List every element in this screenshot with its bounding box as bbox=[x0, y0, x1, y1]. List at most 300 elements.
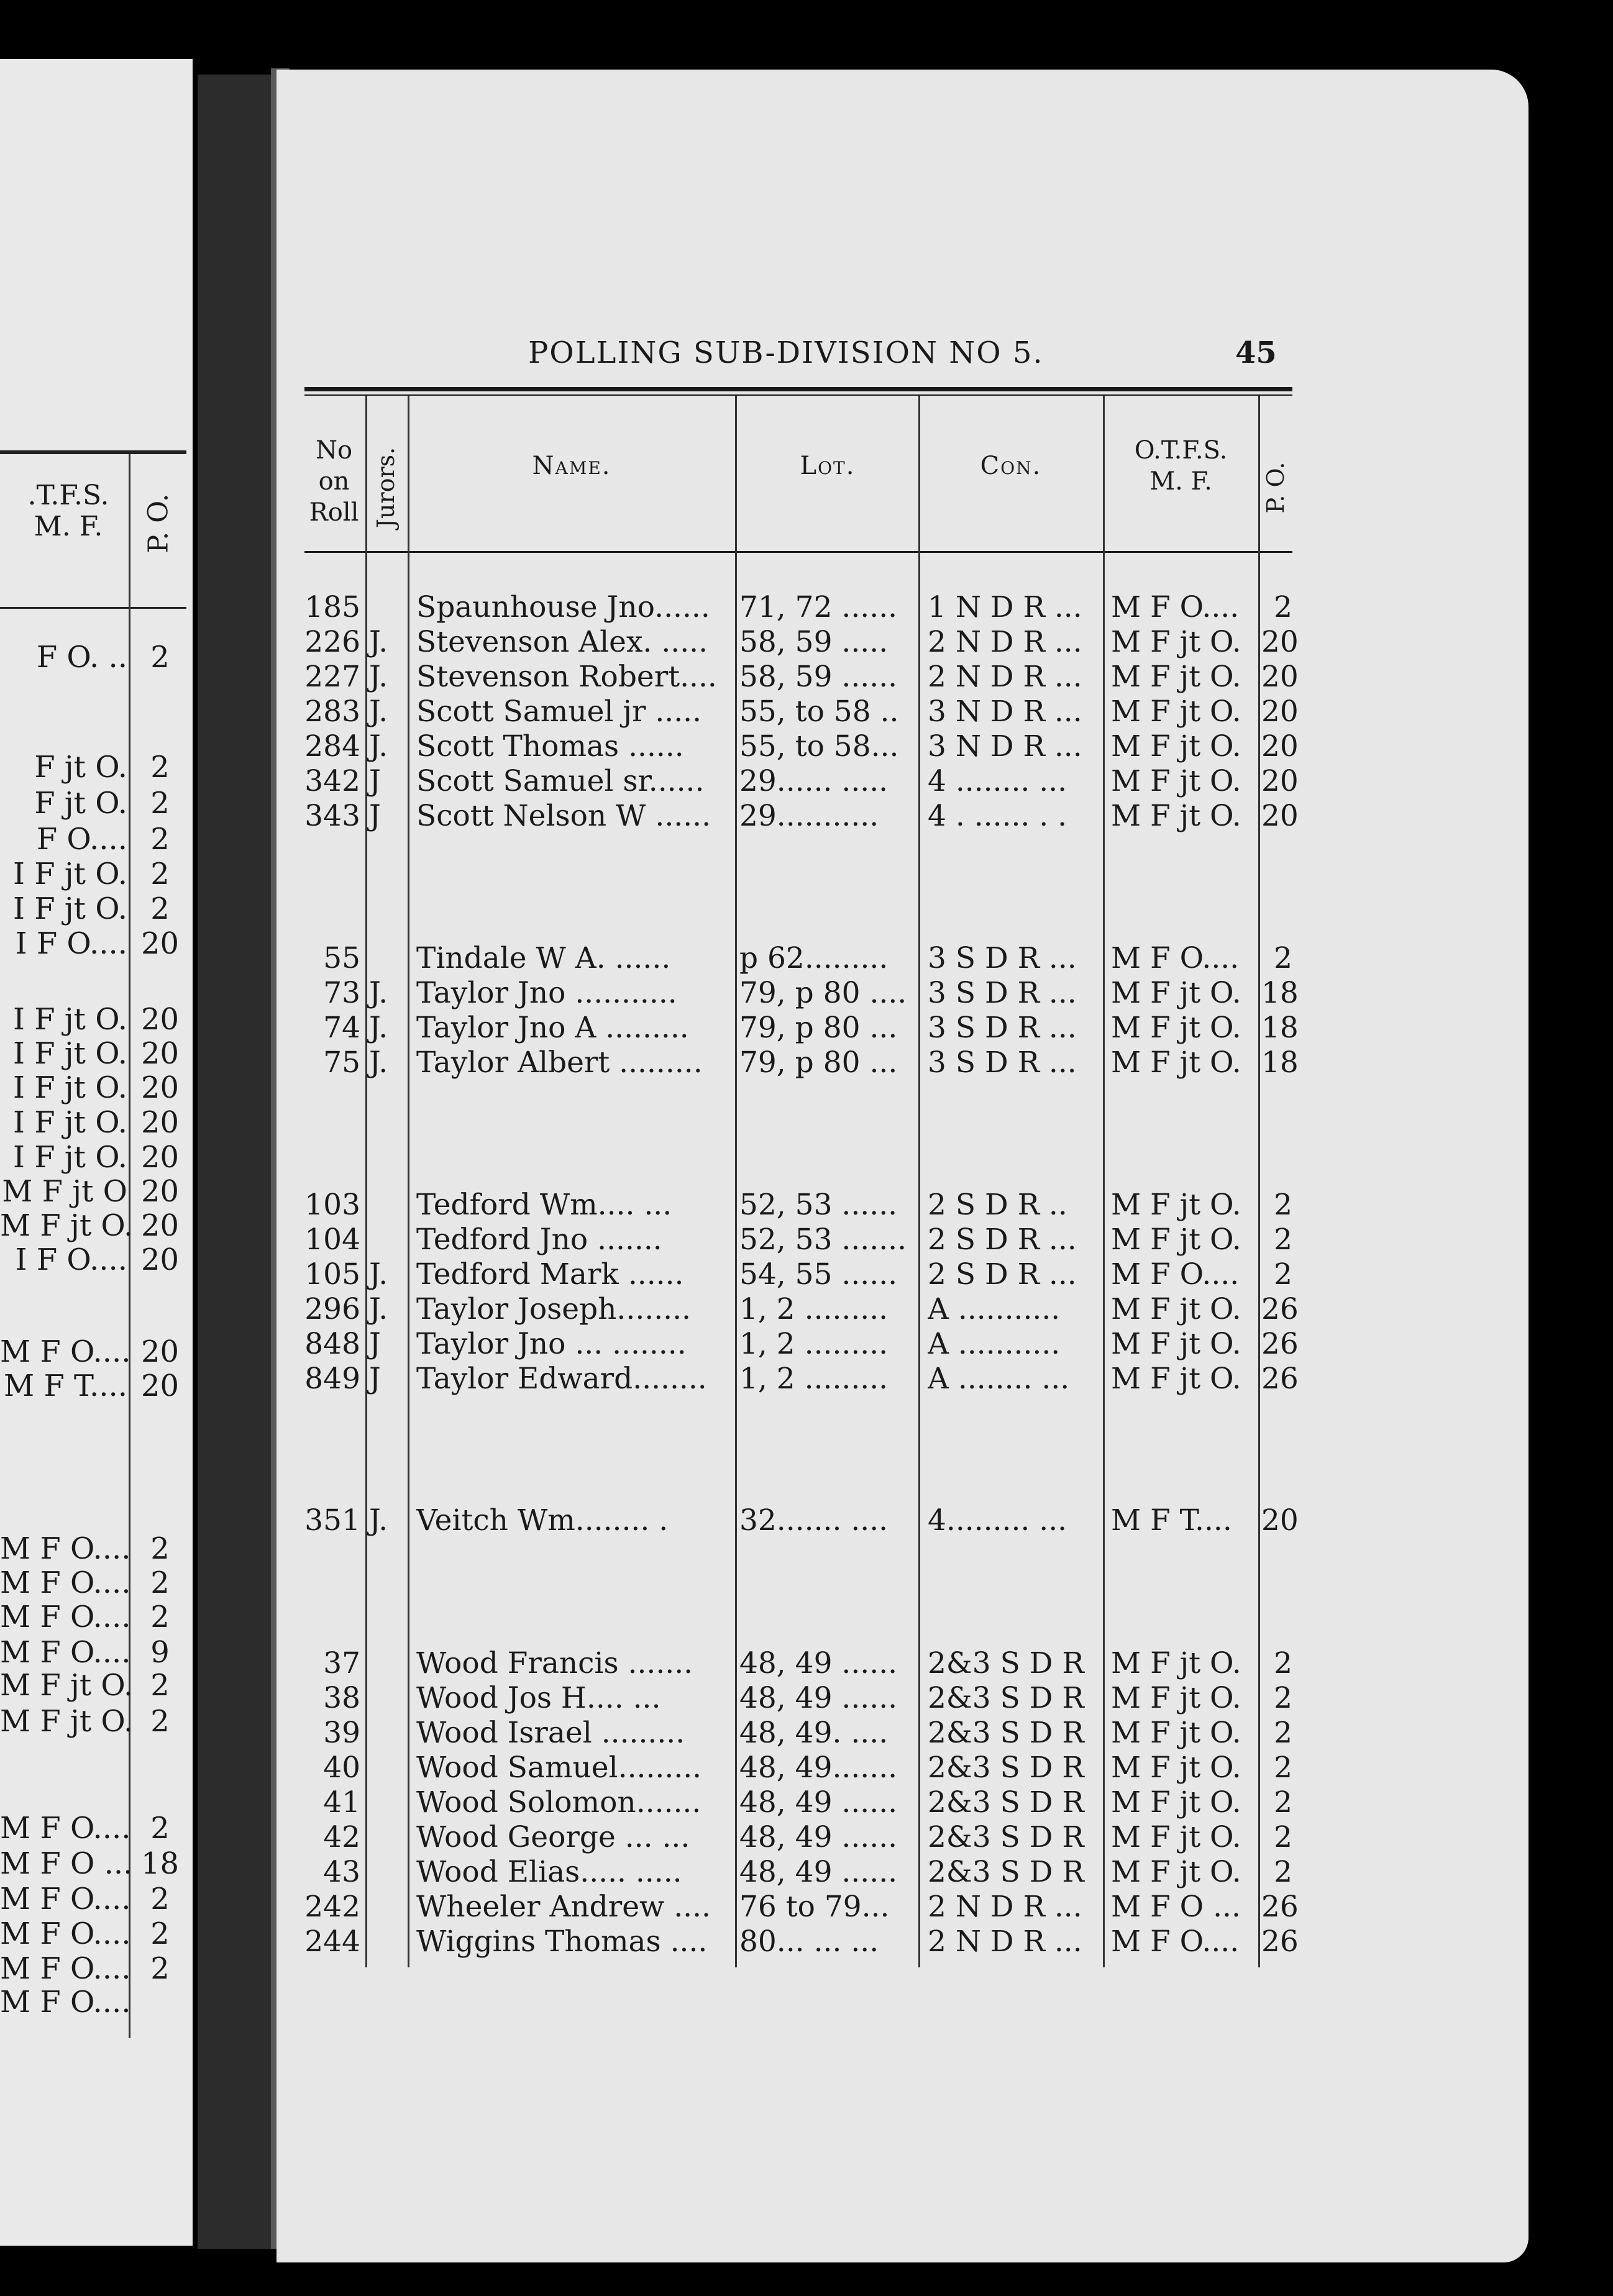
table-row bbox=[304, 1681, 1292, 1716]
lot: 58, 59 ...... bbox=[739, 660, 898, 694]
header-jurors-text: Jurors. bbox=[372, 447, 400, 529]
otfs-mf: M F jt O. bbox=[1111, 1681, 1241, 1715]
voter-name: Veitch Wm........ . bbox=[416, 1503, 669, 1538]
left-page-row bbox=[0, 1846, 186, 1881]
table-row bbox=[304, 1188, 1292, 1223]
table-row bbox=[304, 590, 1292, 625]
left-row-otfs: M F O.... bbox=[0, 1916, 131, 1951]
left-row-po: 20 bbox=[140, 1140, 180, 1175]
otfs-mf: M F O.... bbox=[1111, 590, 1240, 624]
table-row bbox=[304, 1011, 1299, 1046]
left-otfs-header bbox=[6, 480, 130, 542]
header-otfs bbox=[1105, 435, 1256, 497]
lot: 1, 2 ......... bbox=[739, 1327, 889, 1361]
left-page-row bbox=[0, 1036, 186, 1071]
left-page-row bbox=[0, 1600, 186, 1634]
lot: 79, p 80 ... bbox=[739, 1011, 898, 1045]
left-page-row bbox=[0, 1882, 186, 1916]
lot: 48, 49 ...... bbox=[739, 1785, 898, 1820]
juror-mark: J bbox=[369, 1327, 381, 1361]
post-office: 2 bbox=[1274, 1785, 1292, 1820]
table-row bbox=[304, 1292, 1299, 1327]
juror-mark: J. bbox=[369, 1011, 388, 1045]
left-row-otfs: M F O.... bbox=[0, 1951, 131, 1986]
post-office: 2 bbox=[1274, 941, 1292, 975]
header-jurors bbox=[367, 429, 406, 547]
left-row-otfs: I F jt O. bbox=[12, 891, 127, 926]
concession: 2 S D R ... bbox=[928, 1257, 1077, 1292]
left-row-po: 2 bbox=[150, 891, 170, 926]
table-row bbox=[304, 1890, 1299, 1925]
lot: 48, 49....... bbox=[739, 1751, 898, 1785]
table-top-rule-thin bbox=[304, 394, 1292, 396]
roll-number: 227 bbox=[304, 660, 360, 694]
roll-number: 342 bbox=[304, 764, 360, 798]
left-facing-page bbox=[0, 59, 193, 2246]
post-office: 2 bbox=[1274, 1820, 1292, 1854]
voter-name: Wood Elias..... ..... bbox=[416, 1855, 682, 1889]
table-row bbox=[304, 1503, 1299, 1538]
roll-number: 38 bbox=[323, 1681, 360, 1715]
otfs-mf: M F jt O. bbox=[1111, 976, 1241, 1010]
left-po-header-text: P. O. bbox=[142, 493, 175, 554]
post-office: 26 bbox=[1261, 1890, 1299, 1924]
roll-number: 55 bbox=[323, 941, 360, 975]
roll-number: 343 bbox=[304, 799, 360, 833]
post-office: 2 bbox=[1274, 1223, 1292, 1257]
left-page-row bbox=[0, 1531, 186, 1566]
table-row bbox=[304, 1223, 1292, 1257]
post-office: 20 bbox=[1261, 799, 1299, 833]
lot: 71, 72 ...... bbox=[739, 590, 898, 624]
left-row-po: 2 bbox=[150, 1811, 170, 1846]
juror-mark: J bbox=[369, 764, 381, 798]
post-office: 26 bbox=[1261, 1362, 1299, 1396]
left-row-otfs: F O. .. bbox=[36, 640, 127, 675]
voter-name: Wood George ... ... bbox=[416, 1820, 690, 1854]
juror-mark: J. bbox=[369, 729, 388, 763]
concession: 4 ........ ... bbox=[928, 764, 1067, 798]
lot: 76 to 79... bbox=[739, 1890, 890, 1924]
table-row bbox=[304, 1046, 1299, 1080]
header-no-line3: Roll bbox=[309, 498, 359, 527]
left-row-po: 2 bbox=[150, 1916, 170, 1951]
concession: 2 S D R .. bbox=[928, 1188, 1067, 1222]
post-office: 20 bbox=[1261, 1503, 1299, 1538]
left-page-row bbox=[0, 1140, 186, 1175]
post-office: 26 bbox=[1261, 1327, 1299, 1361]
voter-name: Taylor Jno A ......... bbox=[416, 1011, 689, 1045]
voter-name: Tedford Mark ...... bbox=[416, 1257, 684, 1292]
post-office: 2 bbox=[1274, 1188, 1292, 1222]
left-row-po: 20 bbox=[140, 1242, 180, 1277]
lot: 48, 49 ...... bbox=[739, 1646, 898, 1680]
post-office: 18 bbox=[1261, 1046, 1299, 1080]
lot: 48, 49 ...... bbox=[739, 1820, 898, 1854]
voter-name: Spaunhouse Jno...... bbox=[416, 590, 710, 624]
roll-number: 848 bbox=[304, 1327, 360, 1361]
left-otfs-header-line1: .T.F.S. bbox=[27, 480, 109, 511]
juror-mark: J bbox=[369, 799, 381, 833]
post-office: 20 bbox=[1261, 729, 1299, 763]
roll-number: 226 bbox=[304, 625, 360, 659]
voter-name: Stevenson Alex. ..... bbox=[416, 625, 708, 659]
post-office: 20 bbox=[1261, 695, 1299, 729]
left-po-header bbox=[134, 493, 183, 554]
roll-number: 41 bbox=[323, 1785, 360, 1820]
left-row-otfs: M F jt O bbox=[2, 1174, 127, 1209]
voter-name: Wood Solomon....... bbox=[416, 1785, 701, 1820]
left-row-po: 2 bbox=[150, 1565, 170, 1600]
roll-number: 42 bbox=[323, 1820, 360, 1854]
left-row-otfs: M F O.... bbox=[0, 1635, 131, 1670]
table-row bbox=[304, 1327, 1299, 1362]
left-page-row bbox=[0, 1811, 186, 1846]
left-row-otfs: M F O.... bbox=[0, 1531, 131, 1566]
voter-name: Wood Francis ....... bbox=[416, 1646, 693, 1680]
roll-number: 40 bbox=[323, 1751, 360, 1785]
left-page-row bbox=[0, 1951, 186, 1986]
post-office: 20 bbox=[1261, 764, 1299, 798]
roll-number: 185 bbox=[304, 590, 360, 624]
post-office: 2 bbox=[1274, 1751, 1292, 1785]
lot: 80... ... ... bbox=[739, 1925, 879, 1959]
roll-number: 351 bbox=[304, 1503, 360, 1538]
header-con: Con. bbox=[980, 452, 1042, 480]
left-page-row bbox=[0, 750, 186, 785]
concession: 2 N D R ... bbox=[928, 1890, 1082, 1924]
left-row-po: 2 bbox=[150, 750, 170, 785]
table-row bbox=[304, 799, 1299, 834]
concession: 2&3 S D R bbox=[928, 1855, 1084, 1889]
juror-mark: J. bbox=[369, 976, 388, 1010]
concession: 4 . ...... . . bbox=[928, 799, 1067, 833]
post-office: 20 bbox=[1261, 660, 1299, 694]
otfs-mf: M F jt O. bbox=[1111, 695, 1241, 729]
header-no-on-roll bbox=[304, 435, 363, 528]
otfs-mf: M F jt O. bbox=[1111, 1785, 1241, 1820]
otfs-mf: M F O ... bbox=[1111, 1890, 1241, 1924]
table-row bbox=[304, 1751, 1292, 1785]
otfs-mf: M F jt O. bbox=[1111, 1188, 1241, 1222]
otfs-mf: M F jt O. bbox=[1111, 1223, 1241, 1257]
voter-name: Tindale W A. ...... bbox=[416, 941, 671, 975]
lot: 55, to 58... bbox=[739, 729, 899, 763]
roll-number: 244 bbox=[304, 1925, 360, 1959]
lot: 32....... .... bbox=[739, 1503, 889, 1538]
concession: 3 S D R ... bbox=[928, 976, 1077, 1010]
left-row-otfs: I F jt O. bbox=[12, 1140, 127, 1175]
left-page-header-rule bbox=[0, 607, 186, 609]
left-row-po: 20 bbox=[140, 1002, 180, 1037]
roll-number: 43 bbox=[323, 1855, 360, 1889]
lot: p 62......... bbox=[739, 941, 889, 975]
post-office: 2 bbox=[1274, 590, 1292, 624]
otfs-mf: M F jt O. bbox=[1111, 1292, 1241, 1326]
header-otfs-line2: M. F. bbox=[1149, 467, 1212, 496]
left-row-otfs: M F T.... bbox=[4, 1369, 127, 1403]
roll-number: 103 bbox=[304, 1188, 360, 1222]
otfs-mf: M F jt O. bbox=[1111, 1046, 1241, 1080]
concession: 2&3 S D R bbox=[928, 1785, 1084, 1820]
left-row-otfs: I F O.... bbox=[15, 1242, 127, 1277]
roll-number: 284 bbox=[304, 729, 360, 763]
otfs-mf: M F O.... bbox=[1111, 941, 1240, 975]
juror-mark: J. bbox=[369, 1503, 388, 1538]
concession: 1 N D R ... bbox=[928, 590, 1082, 624]
concession: 3 S D R ... bbox=[928, 941, 1077, 975]
roll-number: 105 bbox=[304, 1257, 360, 1292]
left-page-row bbox=[0, 786, 186, 821]
left-row-otfs: M F jt O. bbox=[0, 1668, 134, 1703]
concession: 2&3 S D R bbox=[928, 1820, 1084, 1854]
header-lot: Lot. bbox=[800, 452, 856, 480]
header-bottom-rule bbox=[304, 551, 1292, 553]
left-otfs-header-line2: M. F. bbox=[34, 511, 103, 542]
left-row-otfs: I F jt O. bbox=[12, 1036, 127, 1071]
left-row-otfs: M F O.... bbox=[0, 1882, 131, 1916]
left-row-po: 20 bbox=[140, 1369, 180, 1403]
left-row-otfs: I F jt O. bbox=[12, 1105, 127, 1140]
left-page-row bbox=[0, 1635, 186, 1670]
left-row-otfs: M F O.... bbox=[0, 1334, 131, 1369]
voter-name: Wiggins Thomas .... bbox=[416, 1925, 708, 1959]
roll-number: 75 bbox=[323, 1046, 360, 1080]
table-row bbox=[304, 1785, 1292, 1820]
lot: 79, p 80 .... bbox=[739, 976, 907, 1010]
post-office: 26 bbox=[1261, 1925, 1299, 1959]
left-page-row bbox=[0, 1334, 186, 1369]
left-row-po: 2 bbox=[150, 1668, 170, 1703]
voter-name: Taylor Joseph........ bbox=[416, 1292, 691, 1326]
table-row bbox=[304, 1820, 1292, 1855]
header-otfs-line1: O.T.F.S. bbox=[1134, 436, 1228, 465]
voter-name: Wheeler Andrew .... bbox=[416, 1890, 711, 1924]
left-row-otfs: M F O.... bbox=[0, 1985, 131, 2020]
left-page-top-rule bbox=[0, 450, 186, 454]
left-row-po: 2 bbox=[150, 1531, 170, 1566]
lot: 58, 59 ..... bbox=[739, 625, 889, 659]
otfs-mf: M F jt O. bbox=[1111, 1327, 1241, 1361]
voter-name: Taylor Jno ........... bbox=[416, 976, 677, 1010]
concession: 2 N D R ... bbox=[928, 1925, 1082, 1959]
post-office: 18 bbox=[1261, 1011, 1299, 1045]
left-page-row bbox=[0, 1369, 186, 1403]
left-page-row bbox=[0, 1174, 186, 1209]
voter-name: Scott Samuel sr...... bbox=[416, 764, 705, 798]
left-page-row bbox=[0, 1704, 186, 1739]
left-row-po: 20 bbox=[140, 1036, 180, 1071]
table-row bbox=[304, 1855, 1292, 1890]
table-row bbox=[304, 660, 1299, 695]
left-row-po: 2 bbox=[150, 857, 170, 891]
voter-name: Tedford Jno ....... bbox=[416, 1223, 662, 1257]
left-page-row bbox=[0, 1070, 186, 1105]
left-row-po: 20 bbox=[140, 1334, 180, 1369]
left-page-row bbox=[0, 1985, 186, 2020]
left-row-otfs: F jt O. bbox=[34, 750, 127, 785]
roll-number: 74 bbox=[323, 1011, 360, 1045]
left-page-row bbox=[0, 1565, 186, 1600]
table-row bbox=[304, 729, 1299, 764]
left-row-po: 20 bbox=[140, 926, 180, 961]
concession: A ........... bbox=[928, 1292, 1061, 1326]
roll-number: 73 bbox=[323, 976, 360, 1010]
juror-mark: J. bbox=[369, 1257, 388, 1292]
left-row-po: 20 bbox=[140, 1208, 180, 1243]
otfs-mf: M F T.... bbox=[1111, 1503, 1232, 1538]
lot: 48, 49 ...... bbox=[739, 1855, 898, 1889]
left-page-row bbox=[0, 1105, 186, 1140]
otfs-mf: M F jt O. bbox=[1111, 660, 1241, 694]
voter-name: Taylor Jno ... ........ bbox=[416, 1327, 687, 1361]
roll-number: 283 bbox=[304, 695, 360, 729]
left-row-po: 2 bbox=[150, 786, 170, 821]
left-row-po: 20 bbox=[140, 1070, 180, 1105]
left-row-otfs: I F jt O. bbox=[12, 857, 127, 891]
left-row-otfs: M F O.... bbox=[0, 1811, 131, 1846]
concession: 3 N D R ... bbox=[928, 695, 1082, 729]
otfs-mf: M F O.... bbox=[1111, 1257, 1240, 1292]
lot: 48, 49. .... bbox=[739, 1716, 889, 1750]
voter-name: Wood Samuel......... bbox=[416, 1751, 702, 1785]
left-page-row bbox=[0, 1242, 186, 1277]
voter-name: Scott Nelson W ...... bbox=[416, 799, 711, 833]
concession: 2&3 S D R bbox=[928, 1681, 1084, 1715]
otfs-mf: M F jt O. bbox=[1111, 1646, 1241, 1680]
left-row-po: 2 bbox=[150, 1882, 170, 1916]
juror-mark: J. bbox=[369, 1046, 388, 1080]
juror-mark: J. bbox=[369, 695, 388, 729]
page-number: 45 bbox=[1235, 335, 1277, 370]
lot: 29...... ..... bbox=[739, 764, 889, 798]
left-row-otfs: F O.... bbox=[36, 822, 127, 857]
post-office: 2 bbox=[1274, 1716, 1292, 1750]
left-page-row bbox=[0, 1208, 186, 1243]
left-page-row bbox=[0, 857, 186, 891]
lot: 29........... bbox=[739, 799, 879, 833]
voter-name: Scott Thomas ...... bbox=[416, 729, 684, 763]
concession: 3 N D R ... bbox=[928, 729, 1082, 763]
voter-name: Wood Jos H.... ... bbox=[416, 1681, 661, 1715]
otfs-mf: M F jt O. bbox=[1111, 1716, 1241, 1750]
lot: 1, 2 ......... bbox=[739, 1292, 889, 1326]
post-office: 2 bbox=[1274, 1681, 1292, 1715]
table-row bbox=[304, 695, 1299, 729]
concession: 3 S D R ... bbox=[928, 1011, 1077, 1045]
lot: 54, 55 ...... bbox=[739, 1257, 898, 1292]
lot: 1, 2 ......... bbox=[739, 1362, 889, 1396]
concession: 2 S D R ... bbox=[928, 1223, 1077, 1257]
roll-number: 104 bbox=[304, 1223, 360, 1257]
table-row bbox=[304, 976, 1299, 1011]
roll-number: 849 bbox=[304, 1362, 360, 1396]
otfs-mf: M F jt O. bbox=[1111, 625, 1241, 659]
table-row bbox=[304, 625, 1299, 660]
voter-name: Wood Israel ......... bbox=[416, 1716, 685, 1750]
left-page-row bbox=[0, 1916, 186, 1951]
left-row-po: 2 bbox=[150, 822, 170, 857]
left-page-row bbox=[0, 891, 186, 926]
header-no-line1: No bbox=[315, 436, 353, 465]
left-row-otfs: M F O.... bbox=[0, 1600, 131, 1634]
concession: 4......... ... bbox=[928, 1503, 1067, 1538]
table-top-rule bbox=[304, 387, 1292, 391]
left-row-otfs: M F O.... bbox=[0, 1565, 131, 1600]
left-row-po: 18 bbox=[140, 1846, 180, 1881]
left-row-po: 2 bbox=[150, 1704, 170, 1739]
post-office: 26 bbox=[1261, 1292, 1299, 1326]
lot: 52, 53 ...... bbox=[739, 1188, 898, 1222]
voter-name: Scott Samuel jr ..... bbox=[416, 695, 702, 729]
left-row-po: 20 bbox=[140, 1174, 180, 1209]
otfs-mf: M F jt O. bbox=[1111, 1011, 1241, 1045]
post-office: 2 bbox=[1274, 1257, 1292, 1292]
table-row bbox=[304, 1925, 1299, 1959]
otfs-mf: M F jt O. bbox=[1111, 764, 1241, 798]
left-row-po: 2 bbox=[150, 1600, 170, 1634]
book-gutter bbox=[198, 75, 271, 2249]
header-po-text: P. O. bbox=[1262, 462, 1289, 514]
header-po bbox=[1260, 429, 1291, 547]
otfs-mf: M F jt O. bbox=[1111, 1751, 1241, 1785]
juror-mark: J. bbox=[369, 660, 388, 694]
concession: A ........ ... bbox=[928, 1362, 1070, 1396]
juror-mark: J bbox=[369, 1362, 381, 1396]
juror-mark: J. bbox=[369, 625, 388, 659]
left-row-otfs: M F jt O. bbox=[0, 1704, 134, 1739]
table-row bbox=[304, 1362, 1299, 1396]
otfs-mf: M F O.... bbox=[1111, 1925, 1240, 1959]
concession: 2&3 S D R bbox=[928, 1751, 1084, 1785]
left-row-po: 2 bbox=[150, 640, 170, 675]
concession: A ........... bbox=[928, 1327, 1061, 1361]
table-row bbox=[304, 1257, 1292, 1292]
left-page-row bbox=[0, 1002, 186, 1037]
otfs-mf: M F jt O. bbox=[1111, 799, 1241, 833]
lot: 79, p 80 ... bbox=[739, 1046, 898, 1080]
otfs-mf: M F jt O. bbox=[1111, 1362, 1241, 1396]
post-office: 18 bbox=[1261, 976, 1299, 1010]
juror-mark: J. bbox=[369, 1292, 388, 1326]
roll-number: 242 bbox=[304, 1890, 360, 1924]
otfs-mf: M F jt O. bbox=[1111, 1855, 1241, 1889]
otfs-mf: M F jt O. bbox=[1111, 1820, 1241, 1854]
table-row bbox=[304, 1646, 1292, 1681]
left-row-po: 9 bbox=[150, 1635, 170, 1670]
header-no-line2: on bbox=[318, 467, 350, 496]
concession: 3 S D R ... bbox=[928, 1046, 1077, 1080]
left-row-otfs: I F jt O. bbox=[12, 1002, 127, 1037]
voter-name: Tedford Wm.... ... bbox=[416, 1188, 672, 1222]
left-row-otfs: M F O ... bbox=[0, 1846, 133, 1881]
left-row-po: 2 bbox=[150, 1951, 170, 1986]
roll-number: 37 bbox=[323, 1646, 360, 1680]
post-office: 2 bbox=[1274, 1855, 1292, 1889]
voter-name: Taylor Albert ......... bbox=[416, 1046, 703, 1080]
voter-name: Taylor Edward........ bbox=[416, 1362, 707, 1396]
concession: 2 N D R ... bbox=[928, 660, 1082, 694]
left-row-otfs: I F jt O. bbox=[12, 1070, 127, 1105]
left-row-otfs: M F jt O. bbox=[0, 1208, 134, 1243]
post-office: 20 bbox=[1261, 625, 1299, 659]
table-row bbox=[304, 764, 1299, 799]
running-head: POLLING SUB-DIVISION NO 5. bbox=[528, 335, 1044, 370]
lot: 55, to 58 .. bbox=[739, 695, 899, 729]
concession: 2&3 S D R bbox=[928, 1716, 1084, 1750]
left-page-row bbox=[0, 1668, 186, 1703]
lot: 48, 49 ...... bbox=[739, 1681, 898, 1715]
